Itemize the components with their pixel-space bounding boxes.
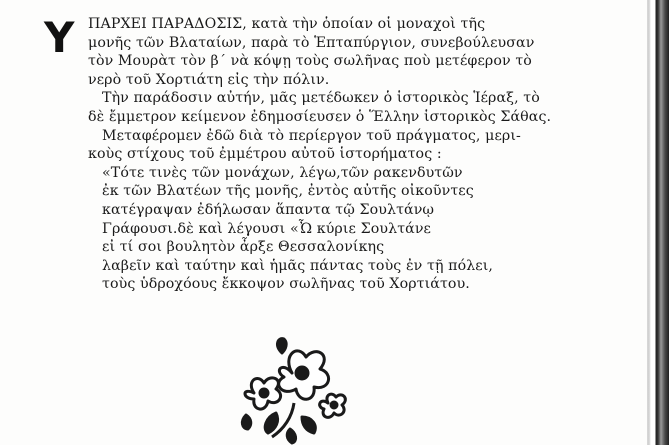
verse-line: «Τότε τινὲς τῶν μονάχων, λέγω,τῶν ρακενδυτῶν xyxy=(102,164,463,181)
text-line: μονῆς τῶν Βλαταίων, παρὰ τὸ Ἑπταπύργιον, συνεβούλευσαν xyxy=(88,34,535,51)
verse-line: ἐκ τῶν Βλατέων τῆς μονῆς, ἐντὸς αὐτῆς οἰκοῦντες xyxy=(102,183,474,200)
verse-quote xyxy=(46,164,642,294)
page-edge-rule xyxy=(647,0,669,445)
text-line: Μεταφέρομεν ἐδῶ διὰ τὸ περίεργον τοῦ πράγματος, μερι- xyxy=(102,127,521,144)
text-line: τὸν Μουρὰτ τὸν β΄ νὰ κόψῃ τοὺς σωλῆνας ποὺ μετέφερον τὸ xyxy=(88,53,532,70)
verse-line: τοὺς ὑδροχόους ἔκκοψον σωλῆνας τοῦ Χορτιάτου. xyxy=(102,276,470,293)
text-line: δὲ ἔμμετρον κείμενον ἐδημοσίευσεν ὁ Ἕλλην ἱστορικὸς Σάθας. xyxy=(88,108,552,125)
floral-ornament-icon xyxy=(232,333,352,445)
verse-line: λαβεῖν καὶ ταύτην καὶ ἡμᾶς πάντας τοὺς ἐν τῇ πόλει, xyxy=(102,257,494,274)
text-line: κοὺς στίχους τοῦ ἐμμέτρου αὐτοῦ ἱστορήματος : xyxy=(88,146,442,163)
text-line: Τὴν παράδοσιν αὐτήν, μᾶς μετέδωκεν ὁ ἱστορικὸς Ἱέραξ, τὸ xyxy=(102,90,540,107)
paragraph-3 xyxy=(46,127,642,164)
drop-cap-letter: Υ xyxy=(44,13,75,62)
text-line: νερὸ τοῦ Χορτιάτη εἰς τὴν πόλιν. xyxy=(88,71,330,88)
article-text xyxy=(46,15,642,294)
paragraph-1 xyxy=(46,15,642,89)
verse-line: κατέγραψαν ἐδήλωσαν ἅπαντα τῷ Σουλτάνῳ xyxy=(102,201,435,218)
verse-line: Γράφουσι.δὲ καὶ λέγουσι «Ὦ κύριε Σουλτάνε xyxy=(102,220,431,237)
text-line: ΠΑΡΧΕΙ ΠΑΡΑΔΟΣΙΣ, κατὰ τὴν ὁποίαν οἱ μοναχοὶ τῆς xyxy=(88,16,486,32)
paragraph-2 xyxy=(46,89,642,126)
verse-line: εἰ τί σοι βουλητὸν ἆρξε Θεσσαλονίκης xyxy=(102,239,385,256)
